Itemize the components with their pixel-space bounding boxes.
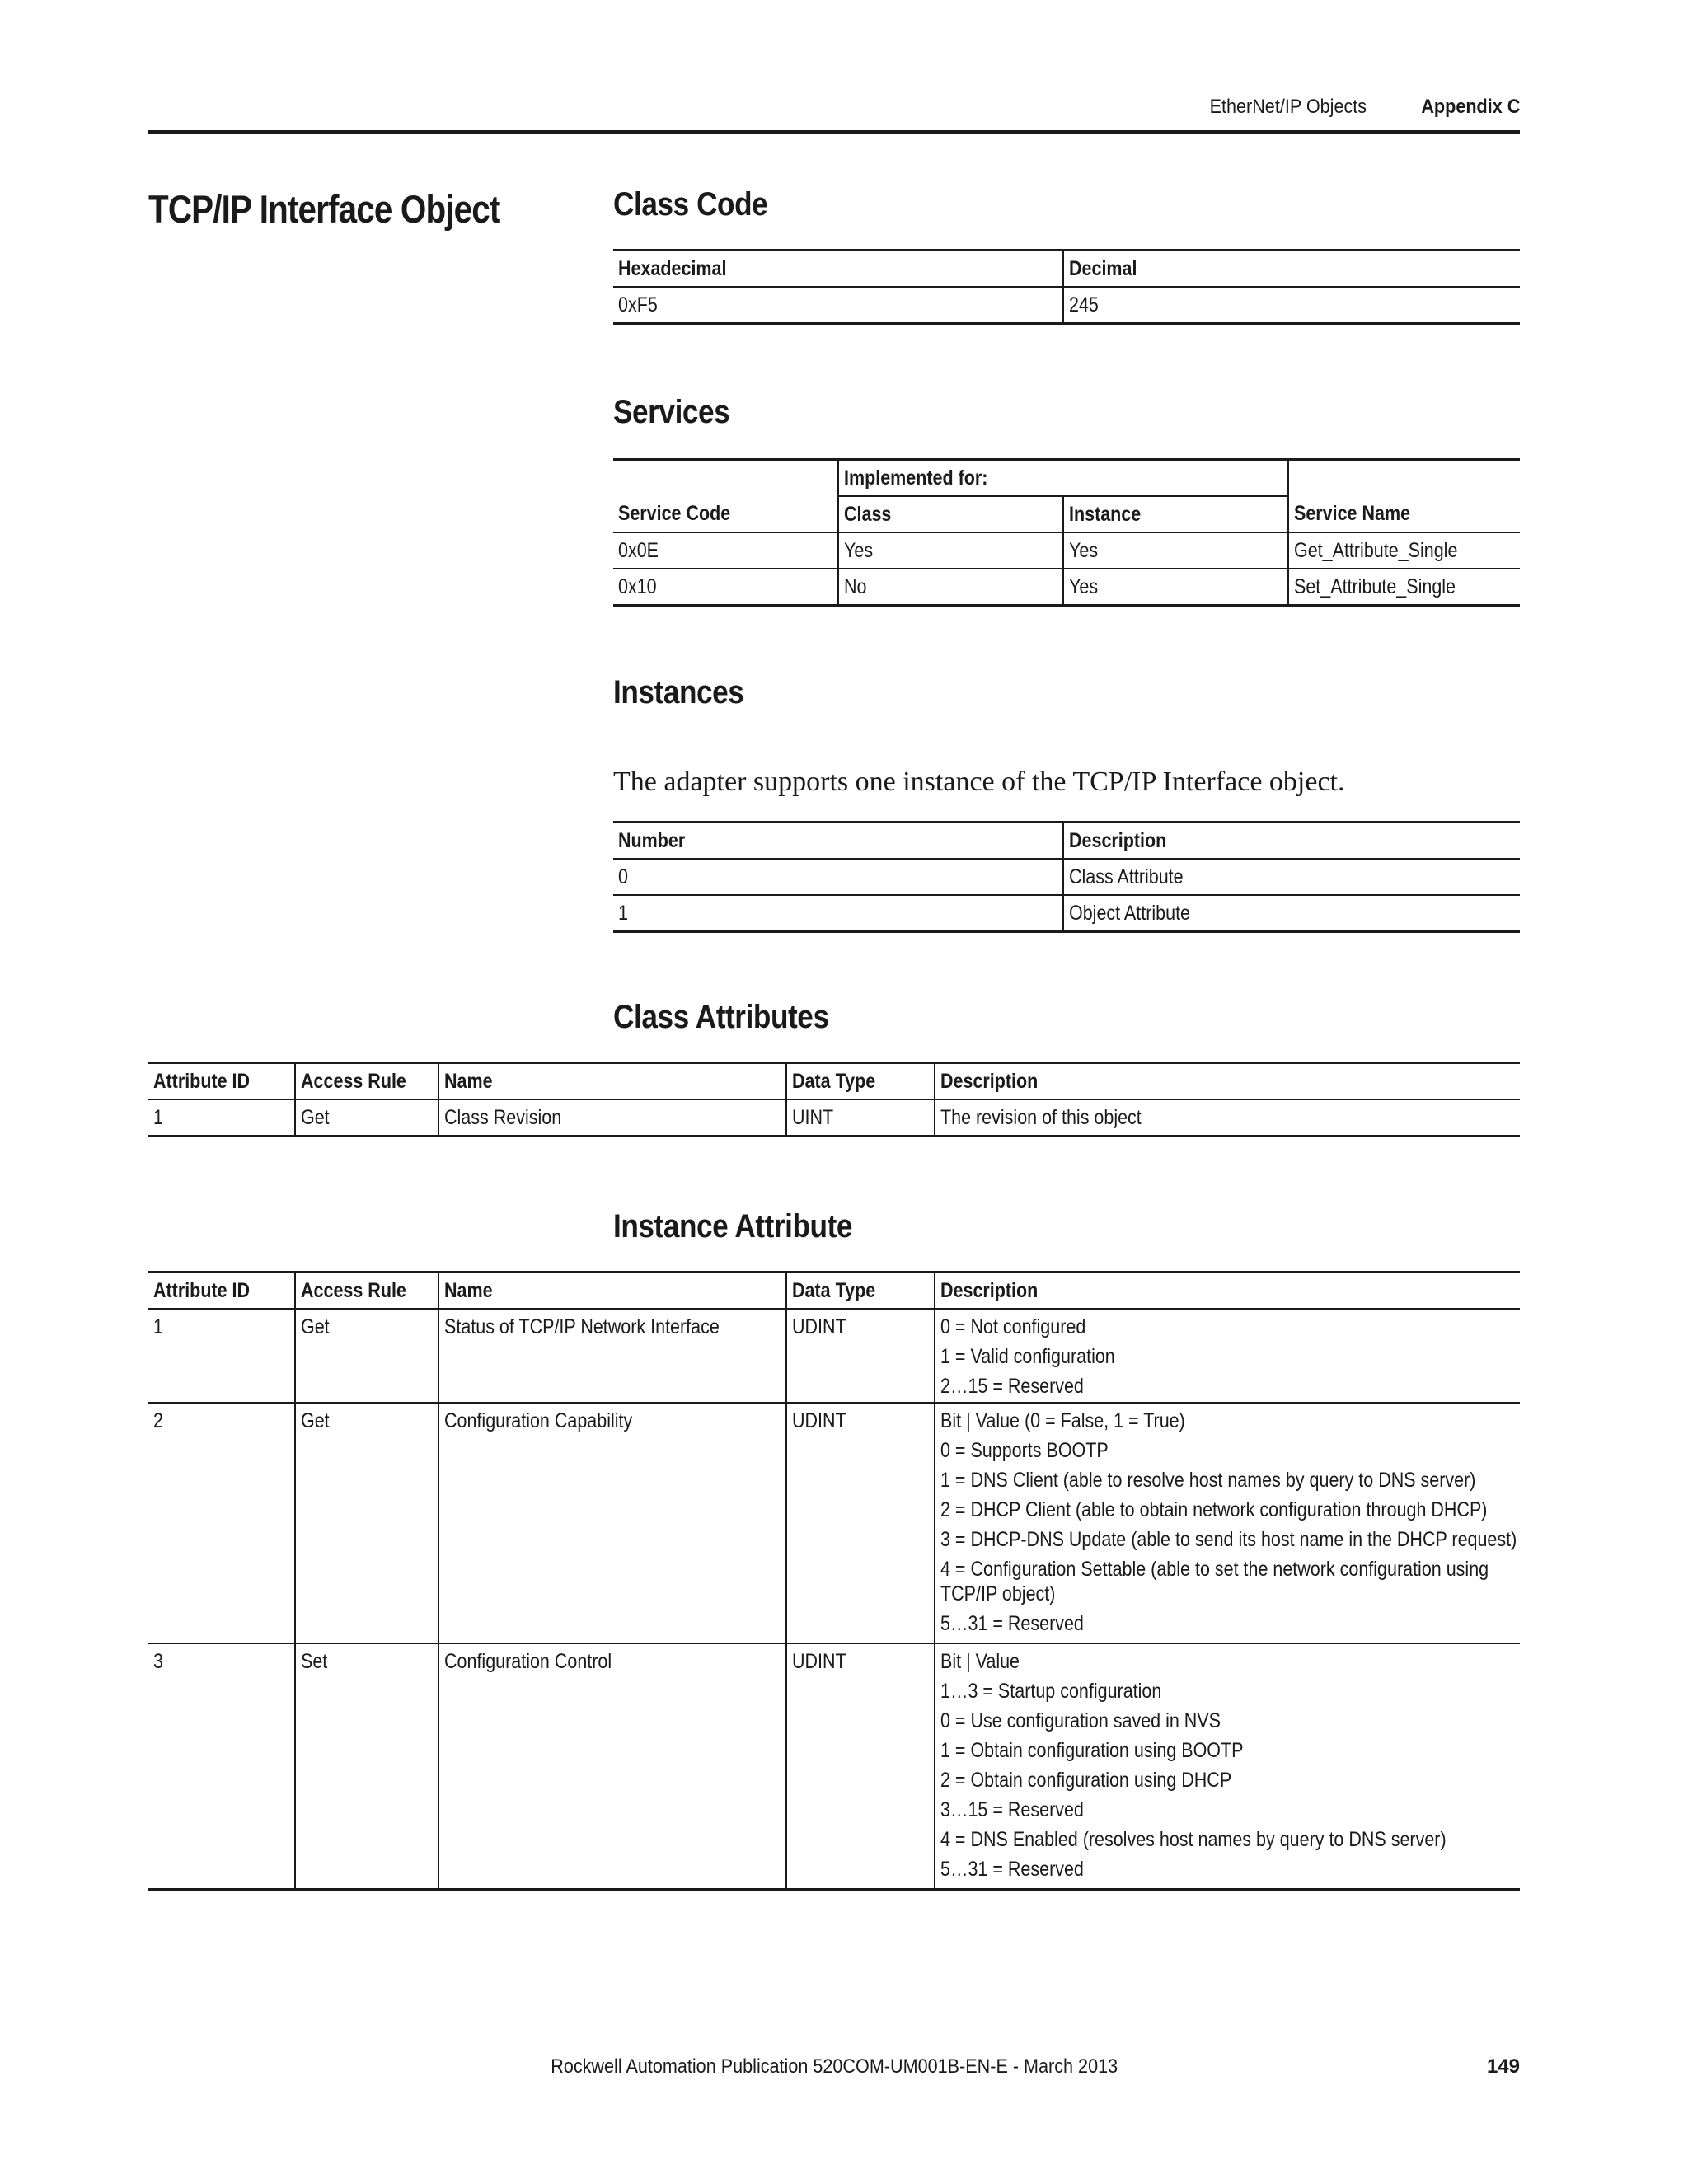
description-line: 2 = Obtain configuration using DHCP bbox=[940, 1769, 1232, 1792]
description-line: 0 = Use configuration saved in NVS bbox=[940, 1709, 1221, 1732]
column-header: Description bbox=[940, 1070, 1039, 1093]
column-header: Data Type bbox=[792, 1070, 876, 1093]
instances-intro: The adapter supports one instance of the TCP/IP Interface object. bbox=[613, 766, 1345, 797]
column-header: Class bbox=[844, 503, 892, 526]
description-cell bbox=[935, 1643, 1520, 1890]
page-number: 149 bbox=[1486, 2055, 1520, 2078]
group-header: Implemented for: bbox=[844, 466, 988, 490]
column-header: Access Rule bbox=[301, 1070, 406, 1093]
instances-table bbox=[613, 821, 1520, 933]
table-cell: 0x10 bbox=[618, 575, 657, 598]
table-cell: UDINT bbox=[792, 1409, 846, 1432]
table-cell: 3 bbox=[153, 1650, 163, 1673]
table-row bbox=[148, 1403, 1520, 1643]
table-header-row bbox=[613, 251, 1520, 288]
instance-attribute-heading: Instance Attribute bbox=[613, 1208, 853, 1244]
table-cell: Get_Attribute_Single bbox=[1294, 539, 1458, 562]
description-line: 4 = DNS Enabled (resolves host names by query to DNS server) bbox=[940, 1828, 1447, 1851]
table-cell: 1 bbox=[153, 1315, 163, 1338]
description-line: Bit | Value (0 = False, 1 = True) bbox=[940, 1409, 1185, 1432]
services-table bbox=[613, 458, 1520, 607]
table-cell: Configuration Control bbox=[444, 1650, 612, 1673]
header-appendix-label: Appendix C bbox=[1420, 96, 1520, 118]
table-header-row bbox=[148, 1063, 1520, 1100]
table-row bbox=[148, 1099, 1520, 1137]
table-header-row bbox=[613, 496, 1520, 532]
table-cell: 1 bbox=[618, 902, 628, 925]
description-line: 5…31 = Reserved bbox=[940, 1612, 1084, 1635]
table-cell: UDINT bbox=[792, 1650, 846, 1673]
column-header: Instance bbox=[1069, 503, 1142, 526]
column-header: Attribute ID bbox=[153, 1070, 251, 1093]
column-header: Service Code bbox=[618, 502, 731, 525]
column-header: Hexadecimal bbox=[618, 257, 727, 280]
description-cell bbox=[935, 1403, 1520, 1643]
publication-line: Rockwell Automation Publication 520COM-UM001B-EN-E - March 2013 bbox=[551, 2055, 1118, 2078]
description-line: 1 = Valid configuration bbox=[940, 1345, 1115, 1368]
table-cell: Set_Attribute_Single bbox=[1294, 575, 1456, 598]
header-rule bbox=[148, 130, 1520, 134]
table-cell: Object Attribute bbox=[1069, 902, 1191, 925]
table-header-row bbox=[613, 460, 1520, 497]
table-cell: Yes bbox=[1069, 575, 1099, 598]
table-cell: No bbox=[844, 575, 867, 598]
table-cell: Class Revision bbox=[444, 1106, 562, 1129]
column-header: Access Rule bbox=[301, 1279, 406, 1302]
description-line: 3 = DHCP-DNS Update (able to send its host name in the DHCP request) bbox=[940, 1528, 1517, 1551]
table-cell: Get bbox=[301, 1409, 330, 1432]
table-row bbox=[613, 859, 1520, 895]
column-header: Attribute ID bbox=[153, 1279, 251, 1302]
description-line: 3…15 = Reserved bbox=[940, 1798, 1084, 1821]
description-cell bbox=[935, 1309, 1520, 1403]
column-header: Name bbox=[444, 1070, 493, 1093]
table-row bbox=[148, 1643, 1520, 1890]
column-header: Description bbox=[1069, 829, 1167, 852]
column-header: Name bbox=[444, 1279, 493, 1302]
table-cell: 2 bbox=[153, 1409, 163, 1432]
table-cell: 0xF5 bbox=[618, 293, 658, 316]
column-header: Service Name bbox=[1294, 502, 1411, 525]
table-cell: Set bbox=[301, 1650, 328, 1673]
table-cell: Yes bbox=[844, 539, 874, 562]
table-cell: 0 bbox=[618, 865, 628, 888]
class-attributes-heading: Class Attributes bbox=[613, 999, 829, 1035]
description-line: Bit | Value bbox=[940, 1650, 1020, 1673]
description-line: 1…3 = Startup configuration bbox=[940, 1680, 1162, 1703]
description-line: 2 = DHCP Client (able to obtain network configuration through DHCP) bbox=[940, 1498, 1488, 1521]
table-cell: Class Attribute bbox=[1069, 865, 1184, 888]
table-row bbox=[148, 1309, 1520, 1403]
table-cell: 245 bbox=[1069, 293, 1099, 316]
column-header: Description bbox=[940, 1279, 1039, 1302]
table-header-row bbox=[613, 823, 1520, 860]
class-attributes-table bbox=[148, 1062, 1520, 1137]
description-line: 4 = Configuration Settable (able to set the network configuration using TCP/IP object) bbox=[940, 1558, 1489, 1605]
table-row bbox=[613, 532, 1520, 569]
column-header: Data Type bbox=[792, 1279, 876, 1302]
description-line: 0 = Supports BOOTP bbox=[940, 1439, 1109, 1462]
table-cell: 0x0E bbox=[618, 539, 659, 562]
table-cell: Yes bbox=[1069, 539, 1099, 562]
table-cell: Configuration Capability bbox=[444, 1409, 633, 1432]
table-cell: UDINT bbox=[792, 1315, 846, 1338]
description-line: 5…31 = Reserved bbox=[940, 1858, 1084, 1881]
class-code-heading: Class Code bbox=[613, 186, 768, 223]
instance-attribute-table bbox=[148, 1271, 1520, 1891]
class-code-table bbox=[613, 249, 1520, 325]
description-line: 0 = Not configured bbox=[940, 1315, 1086, 1338]
header-section-title: EtherNet/IP Objects bbox=[1209, 96, 1367, 118]
services-heading: Services bbox=[613, 394, 730, 430]
table-cell: Status of TCP/IP Network Interface bbox=[444, 1315, 720, 1338]
description-line: 2…15 = Reserved bbox=[940, 1375, 1084, 1398]
table-cell: Get bbox=[301, 1315, 330, 1338]
table-row bbox=[613, 895, 1520, 932]
description-line: 1 = Obtain configuration using BOOTP bbox=[940, 1739, 1244, 1762]
description-line: 1 = DNS Client (able to resolve host names by query to DNS server) bbox=[940, 1469, 1476, 1492]
column-header: Decimal bbox=[1069, 257, 1137, 280]
table-cell: UINT bbox=[792, 1106, 834, 1129]
table-cell: 1 bbox=[153, 1106, 163, 1129]
table-row bbox=[613, 569, 1520, 606]
table-header-row bbox=[148, 1272, 1520, 1310]
table-cell: The revision of this object bbox=[940, 1106, 1142, 1129]
running-header bbox=[148, 89, 1520, 125]
page-title: TCP/IP Interface Object bbox=[148, 187, 500, 231]
table-cell: Get bbox=[301, 1106, 330, 1129]
instances-heading: Instances bbox=[613, 674, 744, 710]
table-row bbox=[613, 287, 1520, 324]
column-header: Number bbox=[618, 829, 686, 852]
